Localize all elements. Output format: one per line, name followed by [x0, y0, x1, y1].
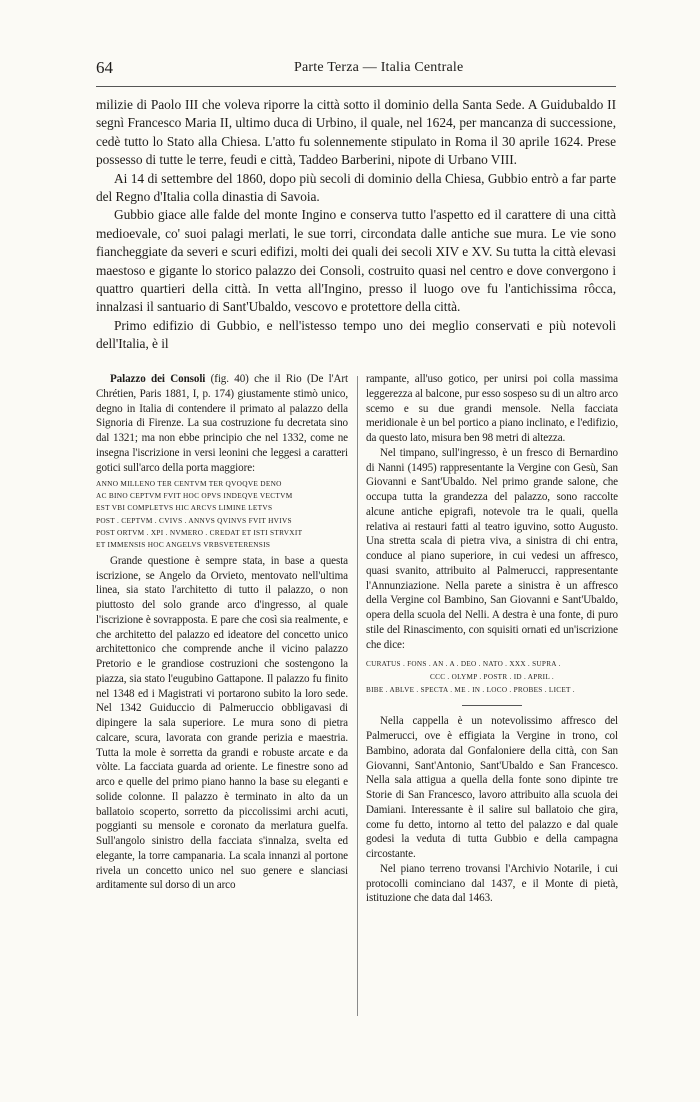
inscription-line: POST . CEPTVM . CVIVS . ANNVS QVINVS FVIT HVIVS	[96, 515, 292, 525]
latin-inscription	[96, 478, 348, 551]
section-lead: Palazzo dei Consoli	[110, 373, 206, 385]
inscription-line: AC BINO CEPTVM FVIT HOC OPVS INDEQVE VECTVM	[96, 491, 293, 501]
inscription-line: EST VBI COMPLETVS HIC ARCVS LIMINE LETVS	[96, 503, 273, 513]
intro-paragraph: Primo edifizio di Gubbio, e nell'istesso tempo uno dei meglio conservati e più notevoli dell'Italia, è il	[96, 317, 616, 352]
left-paragraph-1-text: (fig. 40) che il Rio (De l'Art Chrétien, Paris 1881, I, p. 174) giustamente stimò unico, degno in Italia di contendere il primato al palazzo della Signoria di Firenze. La sua costruzione fu decretata sino dal 1321; ma non ebbe principio che nel 1332, come ne insegna l'iscrizione in versi leonini che leggesi a caratteri gotici sull'arco della porta maggiore:	[96, 373, 348, 474]
page-number: 64	[96, 58, 113, 77]
right-column	[366, 372, 618, 906]
right-paragraph-1: rampante, all'uso gotico, per unirsi poi colla massima leggerezza al balcone, pur esso sospeso su di un altro arco scemo e su due grandi mensole. Nella facciata meridionale è un bel portico a piano inclinato, e l'edifizio, da questo lato, misura ben 98 metri di altezza.	[366, 373, 618, 444]
intro-paragraph: milizie di Paolo III che voleva riporre la città sotto il dominio della Santa Sede. A Guidubaldo II segnì Francesco Maria II, ultimo duca di Urbino, il quale, nel 1624, per mancanza di successione, cedè tutto lo Stato alla Chiesa. L'atto fu solennemente stipulato in Roma il 30 aprile 1624. Prese possesso di tutte le terre, feudi e città, Taddeo Barberini, nipote di Urbano VIII.	[96, 97, 616, 168]
inscription-line: ANNO MILLENO TER CENTVM TER QVOQVE DENO	[96, 479, 282, 489]
right-paragraph-4: Nel piano terreno trovansi l'Archivio Notarile, i cui protocolli cominciano dal 1437, e il Monte di pietà, istituzione che data dal 1463.	[366, 862, 618, 905]
left-paragraph-2: Grande questione è sempre stata, in base a questa iscrizione, se Angelo da Orvieto, mentovato nell'ultima linea, sia stato l'architetto di tutto il palazzo, o non piuttosto del solo grande arco d'ingresso, al quale l'iscrizione è sovrapposta. E pare che così sia realmente, e che architetto del palazzo ed ideatore del concetto unico architettonico che comprende anche il vicino palazzo Pretorio e le grandiose costruzioni che sostengono la piazza, sia stato l'eugubino Gattapone. Il palazzo fu finito nel 1348 ed i Magistrati vi portarono subito la loro sede. Nel 1342 Guiduccio di Palmeruccio obbligavasi di dipingere la sala superiore. Le mura sono di pietra calcare, scura, lavorata con grande perizia e maestria. Tutta la mole è sorretta da grandi e robuste arcate e da vòlte. La facciata guarda ad oriente. Le finestre sono ad arco e quelle del primo piano hanno la base su eleganti e solide colonne. Il palazzo è terminato in alto da un ballatoio scoperto, sorretto da piccolissimi archi acuti, poggianti su mensole e coronato da merlatura guelfa. Sull'angolo sinistro della facciata s'innalza, svelta ed elegante, la torre campanaria. La scala innanzi al portone rivela un concetto unico nel suo genere e slanciasi arditamente sul dorso di un arco	[96, 554, 348, 892]
left-paragraph-1	[96, 372, 348, 475]
inscription-line: POST ORTVM . XPI . NVMERO . CREDAT ET ISTI STRVXIT	[96, 527, 303, 537]
fountain-inscription	[366, 658, 618, 697]
right-paragraph-2: Nel timpano, sull'ingresso, è un fresco di Bernardino di Nanni (1495) rappresentante la Vergine con Gesù, San Giovanni e Sant'Ubaldo. Nel primo grande salone, che occupa tutta la grandezza del palazzo, sono raccolte alcune antiche epigrafi, notevole tra le quali, quella relativa ai restauri fatti al teatro iguvino, sotto Augusto. Una stretta scala di pietra viva, a sinistra di chi entra, conduce al piano superiore, in cui vedesi un affresco, quasi svanito, attribuito al Palmerucci, rappresentante l'Annunziazione. Nella parete a sinistra è un affresco della Vergine col Bambino, San Giovanni e Sant'Ubaldo, opera della scuola del Nelli. A destra è una fonte, di puro stile del Rinascimento, con squisiti ornati ed un'iscrizione che dice:	[366, 446, 618, 651]
inscription-line: BIBE . ABLVE . SPECTA . ME . IN . LOCO . PROBES . LICET .	[366, 686, 575, 695]
running-head: Parte Terza — Italia Centrale	[294, 60, 464, 75]
header-rule	[96, 86, 616, 87]
intro-section	[96, 96, 616, 354]
intro-paragraph: Gubbio giace alle falde del monte Ingino e conserva tutto l'aspetto ed il carattere di una città medioevale, co' suoi palagi merlati, le sue torri, circondata dalle antiche sue mura. Le vie sono fiancheggiate da severi e scuri edifizi, molti dei quali dei secoli XIV e XV. Su tutta la città elevasi maestoso e gigante lo storico palazzo dei Consoli, costruito quasi nel centro e dove convergono i quattro quartieri della città. In vetta all'Ingino, presso il luogo ove fu l'antichissima rôcca, innalzasi il santuario di Sant'Ubaldo, vescovo e protettore della città.	[96, 207, 616, 315]
intro-paragraph: Ai 14 di settembre del 1860, dopo più secoli di dominio della Chiesa, Gubbio entrò a far parte del Regno d'Italia colla dinastia di Savoia.	[96, 170, 616, 205]
page-header	[96, 58, 616, 82]
column-divider	[357, 376, 358, 1016]
inscription-rule	[462, 705, 522, 706]
inscription-line: CURATUS . FONS . AN . A . DEO . NATO . XXX . SUPRA .	[366, 660, 561, 669]
inscription-line: CCC . OLYMP . POSTR . ID . APRIL .	[430, 673, 554, 682]
left-column	[96, 372, 348, 893]
right-paragraph-3: Nella cappella è un notevolissimo affresco del Palmerucci, ove è effigiata la Vergine in trono, col Bambino, adorata dal Gonfaloniere della città, con San Giovanni, Sant'Antonio, Sant'Ubaldo e San Francesco. Nella sala attigua a quella della fonte sono dipinte tre Storie di San Francesco, lavoro attribuito alla scuola dei Damiani. Interessante è il salire sul ballatoio che gira, come fu detto, intorno al tetto del palazzo e dal quale godesi la veduta di tutta Gubbio e della campagna circostante.	[366, 715, 618, 860]
two-column-body	[96, 372, 616, 1022]
inscription-line: ET IMMENSIS HOC ANGELVS VRBSVETERENSIS	[96, 539, 271, 549]
